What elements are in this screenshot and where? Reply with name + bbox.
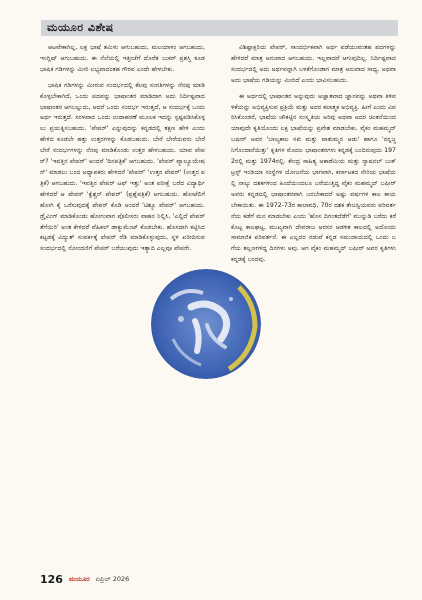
paragraph: ಭಾಷಿಕ ಗಡಿಗಳನ್ನು ಮೀರುವ ಸಂದರ್ಭದಲ್ಲಿ ಕೆಲವು ಸಂಗತಿಗಳನ್ನು ನೆನಪು ಮಾಡಿ ಕೊಳ್ಳಬೇಕಾಗಿದೆ, ಒಂದು ಪದವನ್ನು ಭಾಷಾಂತರ ಮಾಡಿದಾಗ ಅದು ನಿರ್ದಿಷ್ಟವಾದ ಭಾಷಾಂತರ ಆಗಬಲ್ಲುದು, ಆದರೆ ಒಂದು ಸಂದರ್ಭ ಇರುತ್ತದೆ, ಆ ಸಂದರ್ಭಕ್ಕೆ ಒಂದು ಅರ್ಥ ಇರುತ್ತದೆ. ಸರಳವಾದ ಒಂದು ಉದಾಹರಣೆ ಮೂಲಕ ಇದನ್ನು ಸ್ಪಷ್ಟಪಡಿಸಿಕೊಳ್ಳಲು ಪ್ರಯತ್ನಿಸಬಹುದು. 'ಪೇಪರ್' ಎನ್ನುವುದನ್ನು ಕನ್ನಡದಲ್ಲಿ ತಕ್ಷಣ ಹೇಳಿ ಎಂದು ಹೇಳಿದ ಕೂಡಲೇ ಹತ್ತು ಉತ್ತರಗಳನ್ನು ಕೊಡಬಹುದು. ಬೇರೆ ಬೇರೆಯವರು ಬೇರೆ ಬೇರೆ ಸಂದರ್ಭಗಳನ್ನು ನೆನಪು ಮಾಡಿಕೊಂಡು ಉತ್ತರ ಹೇಳಬಹುದು. ಯಾವ ಪೇಪರ್? 'ಇವತ್ತಿನ ಪೇಪರ್' ಅಂದರೆ 'ದಿನಪತ್ರಿಕೆ' ಆಗಬಹುದು. 'ಪೇಪರ್ ವ್ಯಾಲ್ಯೂಯೇಷನ್' ಮಾಡಲು ಬಂದ ಅಧ್ಯಾಪಕರು ಹೇಳಿದರೆ 'ಪೇಪರ್' 'ಉತ್ತರ ಪೇಪರ್' (ಉತ್ತರ ಪತ್ರಿಕೆ) ಆಗಬಹುದು. 'ಇವತ್ತಿನ ಪೇಪರ್ ಟಫ್ ಇತ್ತು' ಅಂತ ಪರೀಕ್ಷೆ ಬರೆದ ವಿದ್ಯಾರ್ಥಿ ಹೇಳಿದರೆ ಆ ಪೇಪರ್ 'ಕ್ವೆಶ್ಚನ್ ಪೇಪರ್' (ಪ್ರಶ್ನೆಪತ್ರಿಕೆ) ಆಗಬಹುದು. ಹೋಟೆಲಿಗೆ ಹೋಗಿ ಕೈ ಒರೆಸುವುದಕ್ಕೆ ಪೇಪರ್ ಕೊಡಿ ಅಂದರೆ 'ಟಿಶ್ಯೂ ಪೇಪರ್' ಆಗಬಹುದು. ಡ್ರೈವಿಂಗ್ ಮಾಡಿಕೊಂಡು ಹೋಗುವಾಗ ಪೊಲೀಸರು ವಾಹನ ನಿಲ್ಲಿಸಿ, 'ಎಲ್ಲಿದೆ ಪೇಪರ್ ತೆಗೆಯಿರಿ' ಅಂತ ಕೇಳಿದರೆ ವೆಹಿಕಲ್ ಡಾಕ್ಯುಮೆಂಟ್ ಕೊಡಬೇಕು. ಹೊಸದಾಗಿ ಕಟ್ಟಿಸಿದ ಕಟ್ಟಡಕ್ಕೆ ವಿದ್ಯುತ್ ಸಂಪರ್ಕಕ್ಕೆ ಪೇಪರ್ ರೆಡಿ ಮಾಡಿಕೊಳ್ಳುವುದು, ಸ್ಥಳ ಖರೀದಿಸುವ ಸಂದರ್ಭದಲ್ಲಿ ನೋಂದಣಿಗೆ ಪೇಪರ್ ಬರೆಯುವುದು ಇತ್ಯಾದಿ ಎಲ್ಲವೂ ಪೇಪರೇ. xyxy=(40,81,205,253)
right-column xyxy=(231,43,396,555)
paragraph: ಈ ಅರ್ಥದಲ್ಲಿ ಭಾಷಾಂತರ ಅನ್ನುವುದು ಅಜ್ಞಾತವಾದ ಜ್ಞಾನವನ್ನು ಅಥವಾ ತಿಳಿವಳಿಕೆಯನ್ನು ಅಭಿವ್ಯಕ್ತಿಸುವ ಪ್ರಕ್ರಿಯೆ ಮತ್ತು ಅದರ ಕಲಾತ್ಮಕ ಅಭಿವ್ಯಕ್ತಿ. ಹೀಗೆ ಎಂದು ವಿವರಿಸಿಕೊಂಡರೆ, ಭಾಷೆಯ ಚೌಕಟ್ಟಿನ ಸಂಸ್ಕೃತಿಯ ಅರಿವು ಅಥವಾ ಅದರ ಚಿಂತನೆಯಿಂದ ಯಾವುದೇ ಕೃತಿಯೊಂದು ಲಕ್ಷ ಭಾಷೆಯನ್ನು ಪ್ರವೇಶ ಮಾಡಬೇಕು. ವೈಕಂ ಮಹಮ್ಮದ್ ಬಷೀರ್ ಅವರ 'ಬಾಲ್ಯಕಾಲ ಸಖಿ ಮತ್ತು ಪಾತುಮ್ಮನ ಆಡು' ಹಾಗೂ 'ನನ್ನಜ್ಜನಿಗೊಂದಾನೆಯಿತ್ತು' ಕೃತಿಗಳ ಮೊದಲ ಭಾಷಾಂತರಗಳು ಕನ್ನಡಕ್ಕೆ ಬಂದಿರುವುದು 1972ರಲ್ಲಿ ಮತ್ತು 1974ರಲ್ಲಿ. ಕೇಂದ್ರ ಸಾಹಿತ್ಯ ಅಕಾಡೆಮಿಯ ಮತ್ತು ನ್ಯಾಷನಲ್ ಬುಕ್ ಟ್ರಸ್ಟ್ ಇಂಡಿಯಾ ಸಂಸ್ಥೆಗಳ ಯೋಜನೆಯ ಭಾಗವಾಗಿ, ಕರ್ನಾಟಕದ ನೇರಿಯ ಭಾಷೆಯಲ್ಲಿ ನಾಲ್ಕು ದಶಕಗಳಿಂದ ಹಿಂದೆಯಿಂದಲೂ ಬರೆಯುತ್ತಿದ್ದ ವೈಕಂ ಮಹಮ್ಮದ್ ಬಷೀರ್ ಅವರು ಕನ್ನಡದಲ್ಲಿ ಭಾಷಾಂತರವಾಗಿ ಬರಬೇಕಾದರೆ ಅಷ್ಟು ವರ್ಷಗಳ ಕಾಲ ಕಾಯಬೇಕಾಯಿತು. ಈ 1972-73ರ ಕಾಲಾವಧಿ, 70ರ ದಶಕ ತೇಜಸ್ವಿಯವರು ಪರಿವರ್ತನೆಯ ಕಡೆಗೆ ಮನ ಮಾಡಬೇಕು ಎಂದು 'ಹೊಸ ದಿಗಂತದೆಡೆಗೆ' ಮುನ್ನುಡಿ ಬರೆದು ಕರೆ ಕೊಟ್ಟ ಕಾಲಘಟ್ಟ, ಮುಖ್ಯವಾಗಿ ದೇವರಾಜ ಅರಸರ ಆಡಳಿತ ಕಾಲದಲ್ಲಿ ಅದೊಂದು ಸಾಮಾಜಿಕ ಪರಿವರ್ತನೆ. ಈ ಎಲ್ಲದರ ನಡುವೆ ಕನ್ನಡ ಸಮುದಾಯದಲ್ಲಿ ಒಂದು ಬಗೆಯ ತಲ್ಲಣಗಳಿದ್ದ ದಿನಗಳು ಅವು. ಆಗ ವೈಕಂ ಮಹಮ್ಮದ್ ಬಷೀರ್ ಅವರ ಕೃತಿಗಳು ಕನ್ನಡಕ್ಕೆ ಬಂದವು. xyxy=(231,92,396,264)
magazine-name: ಮಯೂರ xyxy=(68,574,90,583)
circular-artwork xyxy=(151,269,261,379)
paragraph: ಆಟವೇಕಾಗಿಲ್ಲ, ಲಕ್ಷ ಭಾಷೆ ತಮಿಳು ಆಗುಬಹುದು, ಮಲಯಾಳಂ ಆಗಬಹುದು, ಇಂಗ್ಲಿಷ್ ಆಗುಬಹುದು. ಈ ನೆಲೆಯಲ್ಲಿ ಇತ್ತೀಚೆಗೆ ದೊರೆತ ಬುಕರ್ ಪ್ರಶಸ್ತಿ ಕೂಡ ಭಾಷಿಕ ಗಡಿಗಳನ್ನು ಮೀರಿ ಲಭ್ಯವಾದಂತಹ ಗೌರವ ಎಂದೇ ಹೇಳಬೇಕು. xyxy=(40,44,205,73)
section-header xyxy=(41,20,398,36)
page-number: 126 xyxy=(40,572,63,586)
section-title: ಮಯೂರ ವಿಶೇಷ xyxy=(47,21,114,34)
issue-date: ಏಪ್ರಿಲ್ 2026 xyxy=(95,574,130,583)
page-footer xyxy=(40,572,129,586)
paragraph: ವಿಶಿಷ್ಟಾಕ್ಷರಿಯ ಪೇಪರ್, ಸಾಂದರ್ಭಿಕವಾಗಿ ಅರ್ಥ ಪಡೆಯುವಂತಹ ಪದಗಳನ್ನು ಹೇಳಿದರೆ ಮಾತ್ರ ಅನುವಾದ ಆಗಬಹುದು. ಇಲ್ಲವಾದರೆ ಆಗುವುದಿಲ್ಲ. ನಿರ್ದಿಷ್ಟವಾದ ಸಂದರ್ಭದಲ್ಲಿ ಅದು ಅರ್ಥವನ್ನಾಗಿ ಬಳಕೆಗೊಂಡಾಗ ಮಾತ್ರ ಅನುವಾದ ಸಾಧ್ಯ. ಅಥವಾ ಅದು ಭಾಷೆಯ ಗಡಿಯನ್ನು ಮೀರಿದೆ ಎಂದು ಭಾವಿಸಬಹುದು. xyxy=(231,44,396,84)
artwork-illustration xyxy=(151,269,261,379)
